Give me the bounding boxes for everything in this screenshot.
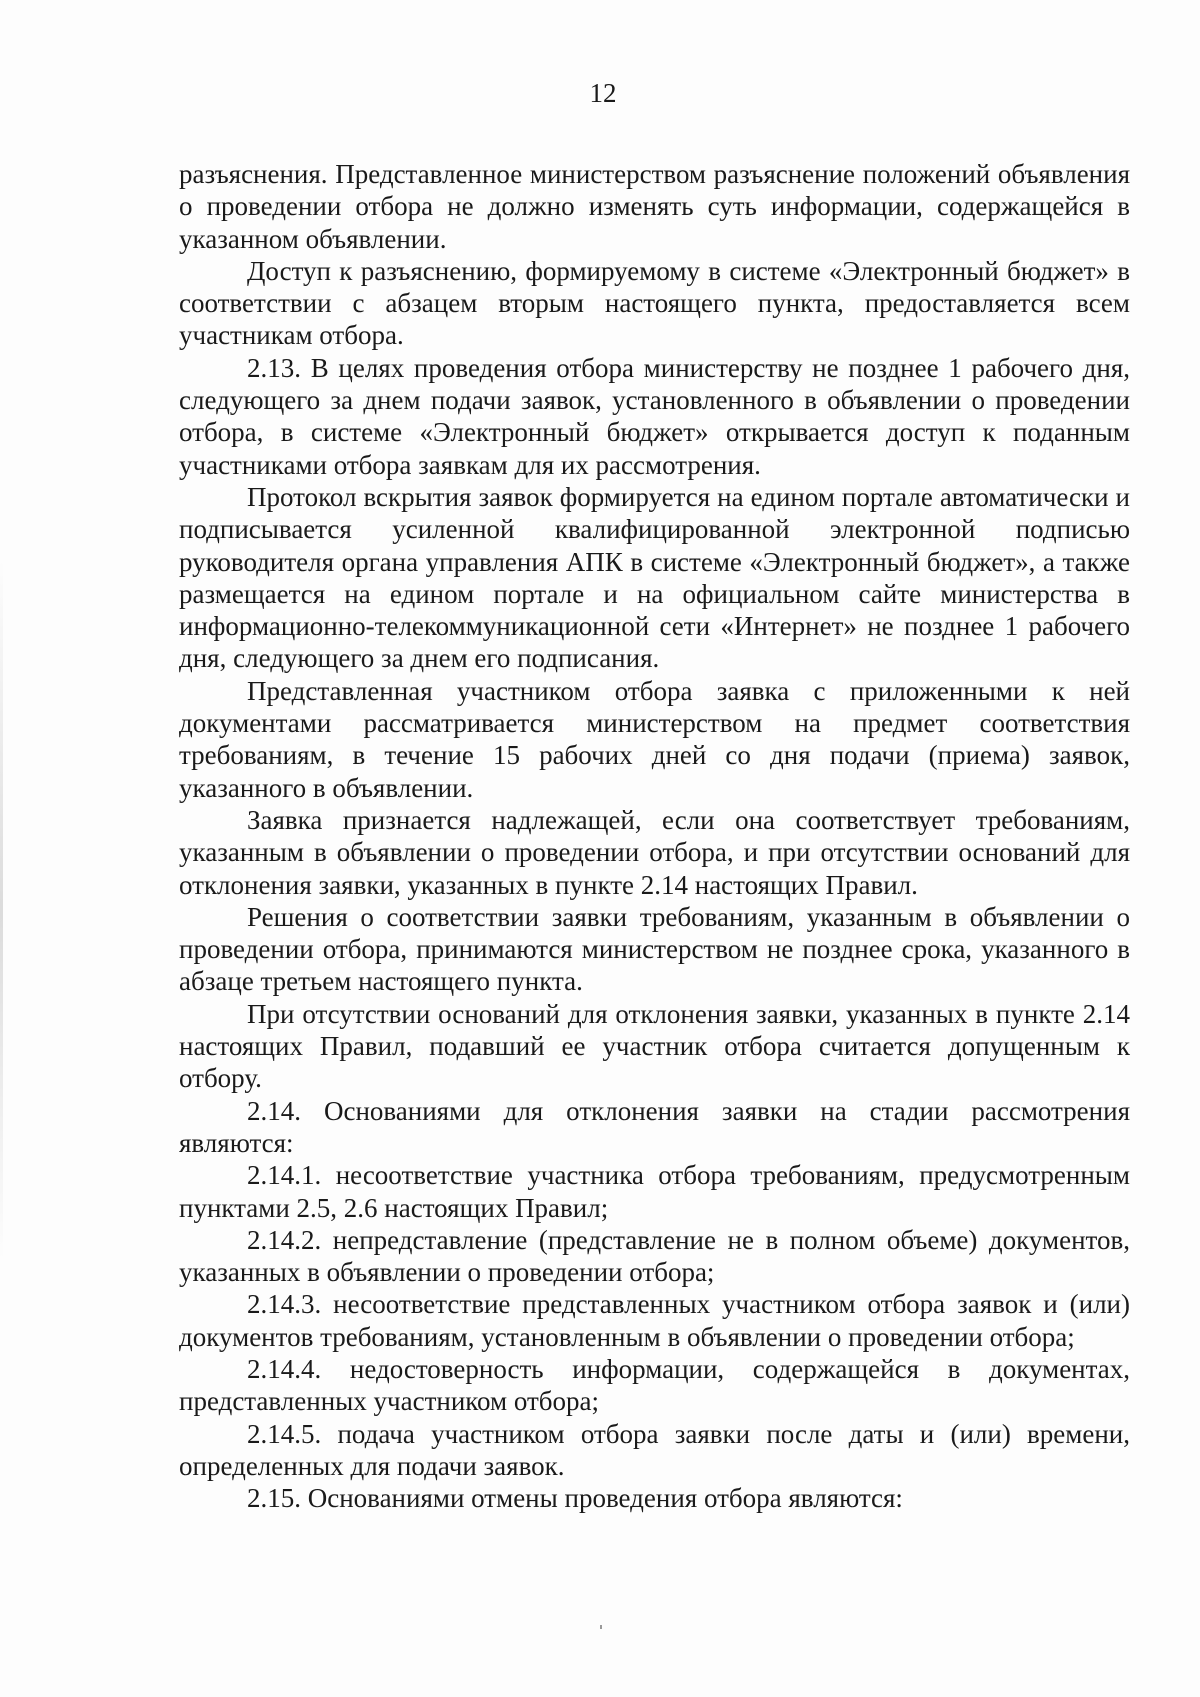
scan-edge-shadow [0, 560, 3, 1260]
paragraph-8: При отсутствии оснований для отклонения заявки, указанных в пункте 2.14 настоящих Правил, подавший ее участник отбора считается допущенным к отбору. [179, 998, 1130, 1094]
paragraph-3: 2.13. В целях проведения отбора министерству не позднее 1 рабочего дня, следующего за днем подачи заявок, установленного в объявлении о проведении отбора, в системе «Электронный бюджет» открывается доступ к поданным участниками отбора заявкам для их рассмотрения. [179, 352, 1130, 480]
paragraph-14: 2.14.5. подача участником отбора заявки после даты и (или) времени, определенных для подачи заявок. [179, 1418, 1130, 1481]
page-number: 12 [589, 78, 617, 108]
paragraph-9: 2.14. Основаниями для отклонения заявки на стадии рассмотрения являются: [179, 1095, 1130, 1158]
paragraph-13: 2.14.4. недостоверность информации, содержащейся в документах, представленных участником отбора; [179, 1353, 1130, 1417]
paragraph-15: 2.15. Основаниями отмены проведения отбора являются: [247, 1483, 903, 1514]
document-body [179, 158, 1130, 1514]
paragraph-12: 2.14.3. несоответствие представленных участником отбора заявок и (или) документов требованиям, установленным в объявлении о проведении отбора; [179, 1289, 1130, 1352]
paragraph-7: Решения о соответствии заявки требованиям, указанным в объявлении о проведении отбора, принимаются министерством не позднее срока, указанного в абзаце третьем настоящего пункта. [179, 901, 1130, 997]
paragraph-10: 2.14.1. несоответствие участника отбора требованиям, предусмотренным пунктами 2.5, 2.6 настоящих Правил; [179, 1160, 1130, 1223]
paragraph-4: Протокол вскрытия заявок формируется на едином портале автоматически и подписывается усиленной квалифицированной электронной подписью руководителя органа управления АПК в системе «Электронный бюджет», а также размещается на едином портале и на официальном сайте министерства в информационно-телекоммуникационной сети «Интернет» не позднее 1 рабочего дня, следующего за днем его подписания. [179, 481, 1130, 674]
paragraph-6: Заявка признается надлежащей, если она соответствует требованиям, указанным в объявлении о проведении отбора, и при отсутствии оснований для отклонения заявки, указанных в пункте 2.14 настоящих Правил. [179, 804, 1130, 900]
paragraph-5: Представленная участником отбора заявка с приложенными к ней документами рассматривается министерством на предмет соответствия требованиям, в течение 15 рабочих дней со дня подачи (приема) заявок, указанного в объявлении. [179, 675, 1130, 803]
scan-speck [600, 1625, 602, 1629]
paragraph-11: 2.14.2. непредставление (представление не в полном объеме) документов, указанных в объявлении о проведении отбора; [179, 1224, 1130, 1288]
paragraph-2: Доступ к разъяснению, формируемому в системе «Электронный бюджет» в соответствии с абзацем вторым настоящего пункта, предоставляется всем участникам отбора. [179, 255, 1130, 351]
paragraph-1: разъяснения. Представленное министерством разъяснение положений объявления о проведении отбора не должно изменять суть информации, содержащейся в указанном объявлении. [179, 159, 1130, 254]
